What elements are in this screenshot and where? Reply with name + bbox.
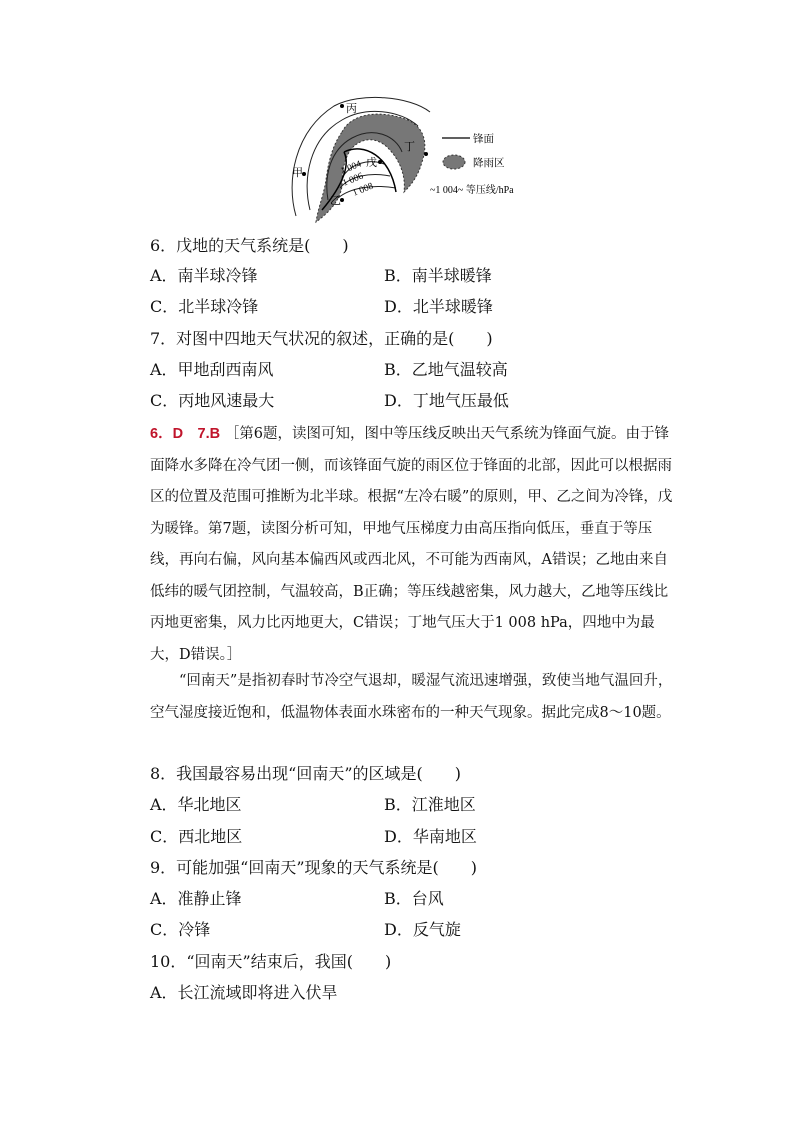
question-8-option-b: B．江淮地区 xyxy=(384,795,476,814)
answer-text: ［第6题，读图可知，图中等压线反映出天气系统为锋面气旋。由于锋面降水多降在冷气团一侧，而该锋面气旋的雨区位于锋面的北部，因此可以根据雨区的位置及范围可推断为北半球。根据“左冷右暖”的原则，甲、乙之间为冷锋，戊为暖锋。第7题，读图分析可知，甲地气压梯度力由高压指向低压，垂直于等压线，再向右偏，风向基本偏西风或西北风，不可能为西南风，A错误；乙地由来自低纬的暖气团控制，气温较高，B正确；等压线越密集，风力越大，乙地等压线比丙地更密集，风力比丙地更大，C错误；丁地气压大于1 008 hPa，四地中为最大，D错误。］ xyxy=(150,426,673,663)
question-9-option-c: C．冷锋 xyxy=(150,920,211,939)
question-7-option-c: C．丙地风速最大 xyxy=(150,391,275,410)
isobar-label-1006: 1 006 xyxy=(341,171,365,189)
question-7-stem: 7．对图中四地天气状况的叙述，正确的是( ) xyxy=(150,329,493,348)
label-jia: 甲 xyxy=(292,167,303,179)
reading-passage: “回南天”是指初春时节冷空气退却，暖湿气流迅速增强，致使当地气温回升，空气湿度接近饱和，低温物体表面水珠密布的一种天气现象。据此完成8～10题。 xyxy=(150,673,673,721)
frontal-cyclone-figure xyxy=(280,92,550,224)
question-6-option-c: C．北半球冷锋 xyxy=(150,297,259,316)
legend-front-label: 锋面 xyxy=(473,134,494,145)
question-9-option-d: D．反气旋 xyxy=(384,920,461,939)
legend-isobar-label: ~1 004~ 等压线/hPa xyxy=(430,185,514,196)
question-9-option-b: B．台风 xyxy=(384,889,444,908)
legend-rain-icon xyxy=(443,155,465,169)
question-7-option-a: A．甲地刮西南风 xyxy=(150,360,274,379)
question-8-option-a: A．华北地区 xyxy=(150,795,242,814)
question-9-option-a: A．准静止锋 xyxy=(150,889,242,908)
question-6-option-b: B．南半球暖锋 xyxy=(384,266,492,285)
point-ding xyxy=(424,152,428,156)
question-8-option-d: D．华南地区 xyxy=(384,827,477,846)
label-wu: 戊 xyxy=(366,157,377,169)
label-yi: 乙 xyxy=(330,195,341,207)
question-8-stem: 8．我国最容易出现“回南天”的区域是( ) xyxy=(150,764,462,783)
answer-key: 6．D 7.B xyxy=(150,426,221,442)
legend-rain-label: 降雨区 xyxy=(473,158,505,169)
question-8-option-c: C．西北地区 xyxy=(150,827,243,846)
question-10-stem: 10．“回南天”结束后，我国( ) xyxy=(150,952,392,971)
answer-explanation xyxy=(150,419,676,671)
point-wu xyxy=(378,160,382,164)
point-bing xyxy=(340,104,344,108)
question-6-option-a: A．南半球冷锋 xyxy=(150,266,258,285)
question-10-option-a: A．长江流域即将进入伏旱 xyxy=(150,983,338,1002)
question-7-option-b: B．乙地气温较高 xyxy=(384,360,508,379)
question-6-stem: 6．戊地的天气系统是( ) xyxy=(150,236,349,255)
label-ding: 丁 xyxy=(404,141,415,153)
isobar-label-1004: 1 004 xyxy=(339,159,363,177)
question-7-option-d: D．丁地气压最低 xyxy=(384,391,509,410)
label-bing: 丙 xyxy=(346,103,357,115)
question-9-stem: 9．可能加强“回南天”现象的天气系统是( ) xyxy=(150,858,478,877)
question-6-option-d: D．北半球暖锋 xyxy=(384,297,493,316)
isobar-label-1008: 1 008 xyxy=(351,181,375,199)
